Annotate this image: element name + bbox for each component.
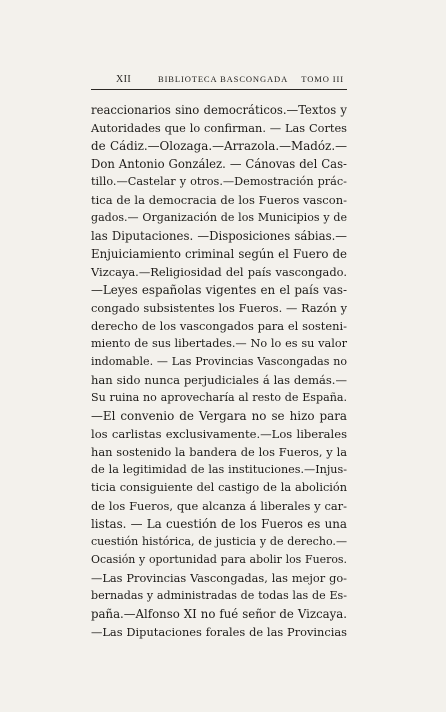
- header-rule: [91, 89, 347, 90]
- text-line: miento de sus libertades.— No lo es su valor: [91, 337, 347, 350]
- text-line: bernadas y administradas de todas las de Es-: [91, 589, 347, 602]
- text-line: Vizcaya.—Religiosidad del país vascongado.: [91, 265, 347, 279]
- text-line: reaccionarios sino democráticos.—Textos y: [91, 103, 347, 117]
- text-line: Su ruina no aprovecharía al resto de España.: [91, 391, 347, 404]
- text-line: —Las Provincias Vascongadas, las mejor go-: [91, 571, 347, 585]
- text-line: tica de la democracia de los Fueros vascon-: [91, 193, 347, 207]
- text-line: han sostenido la bandera de los Fueros, y la: [91, 445, 347, 459]
- running-head-volume: TOMO III: [301, 74, 344, 84]
- text-line: han sido nunca perjudiciales á las demás.—: [91, 373, 347, 387]
- text-line: —Las Diputaciones forales de las Provincias: [91, 625, 347, 639]
- running-head: [116, 74, 344, 88]
- text-line: Autoridades que lo confirman. — Las Cortes: [91, 121, 347, 135]
- text-line: —Leyes españolas vigentes en el país vas-: [91, 283, 347, 297]
- text-line: Ocasión y oportunidad para abolir los Fueros.: [91, 553, 347, 566]
- body-text: [91, 101, 347, 641]
- text-line: cuestión histórica, de justicia y de derecho.—: [91, 535, 347, 548]
- text-line: indomable. — Las Provincias Vascongadas no: [91, 355, 347, 368]
- text-line: derecho de los vascongados para el sosteni-: [91, 319, 347, 333]
- text-line: —El convenio de Vergara no se hizo para: [91, 409, 347, 423]
- text-line: listas. — La cuestión de los Fueros es una: [91, 517, 347, 531]
- text-line: los carlistas exclusivamente.—Los liberales: [91, 427, 347, 441]
- text-line: de los Fueros, que alcanza á liberales y car-: [91, 499, 347, 513]
- page-number: XII: [116, 74, 132, 85]
- text-line: Enjuiciamiento criminal según el Fuero de: [91, 247, 347, 261]
- text-line: congado subsistentes los Fueros. — Razón y: [91, 301, 347, 315]
- text-line: paña.—Alfonso XI no fué señor de Vizcaya.: [91, 607, 347, 621]
- text-line: tillo.—Castelar y otros.—Demostración prác-: [91, 175, 347, 188]
- text-line: de la legitimidad de las instituciones.—Injus-: [91, 463, 347, 476]
- text-line: Don Antonio González. — Cánovas del Cas-: [91, 157, 347, 171]
- running-head-title: BIBLIOTECA BASCONGADA: [158, 74, 289, 84]
- text-line: ticia consiguiente del castigo de la abolición: [91, 481, 347, 494]
- text-line: las Diputaciones. —Disposiciones sábias.—: [91, 229, 347, 243]
- text-line: gados.— Organización de los Municipios y de: [91, 211, 347, 224]
- text-line: de Cádiz.—Olozaga.—Arrazola.—Madóz.—: [91, 139, 347, 153]
